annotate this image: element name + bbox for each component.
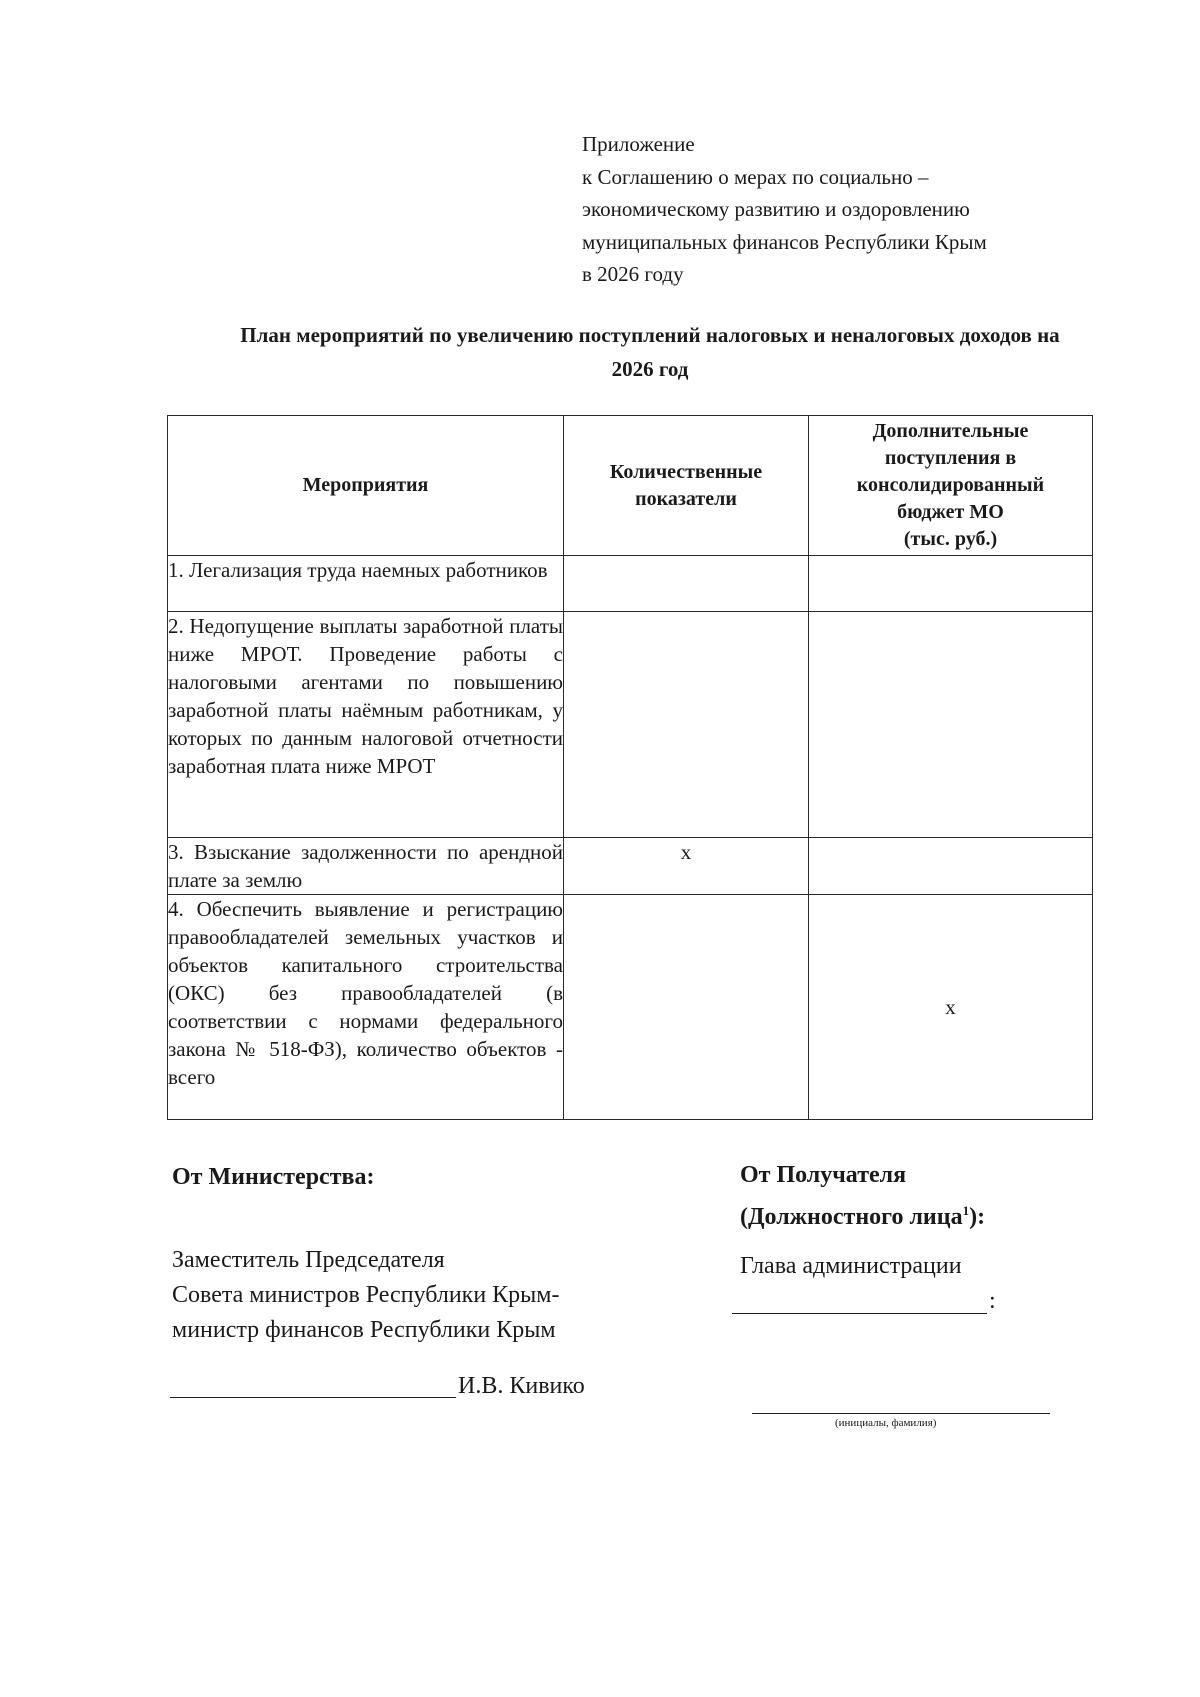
table-row — [168, 838, 1093, 895]
ministry-signer-name: И.В. Кивико — [458, 1373, 585, 1399]
header-additional-line: (тыс. руб.) — [903, 528, 998, 550]
measures-table — [167, 415, 1093, 1120]
recipient-position: Глава администрации — [740, 1253, 962, 1279]
header-measures: Мероприятия — [168, 416, 564, 556]
recipient-heading-line: От Получателя — [740, 1162, 907, 1188]
ministry-position-block — [172, 1243, 559, 1348]
recipient-heading-end: ): — [969, 1204, 986, 1230]
footnote-marker: 1 — [962, 1203, 970, 1218]
header-additional-line: Дополнительные — [872, 420, 1029, 442]
title-line: План мероприятий по увеличению поступлений налоговых и неналоговых доходов на — [240, 323, 1060, 347]
header-quantitative-text: Количественные показатели — [609, 460, 763, 510]
header-additional-line: бюджет МО — [897, 501, 1004, 523]
appendix-line: муниципальных финансов Республики Крым — [582, 229, 987, 254]
measure-cell: 4. Обеспечить выявление и регистрацию правообладателей земельных участков и объектов капитального строительства (ОКС) без правообладателей (в соответствии с нормами федерального закона № 518-ФЗ), количество объектов - всего — [168, 895, 564, 1120]
appendix-line: Приложение — [582, 132, 695, 156]
table-row — [168, 612, 1093, 838]
table-row — [168, 556, 1093, 612]
additional-cell — [809, 556, 1093, 612]
header-additional-line: поступления в — [884, 447, 1017, 469]
recipient-signature-line — [752, 1413, 1050, 1414]
measure-cell: 1. Легализация труда наемных работников — [168, 556, 564, 612]
measure-cell: 3. Взыскание задолженности по арендной плате за землю — [168, 838, 564, 895]
document-title — [150, 318, 1150, 386]
quantitative-cell — [564, 895, 809, 1120]
ministry-position-line: Совета министров Республики Крым- — [172, 1282, 560, 1308]
table-header-row — [168, 416, 1093, 556]
recipient-signature-caption: (инициалы, фамилия) — [835, 1417, 937, 1429]
header-additional — [809, 416, 1093, 556]
header-additional-line: консолидированный — [856, 474, 1045, 496]
recipient-name-line — [732, 1313, 987, 1314]
recipient-colon: : — [989, 1288, 996, 1314]
quantitative-cell: x — [564, 838, 809, 895]
header-quantitative — [564, 416, 809, 556]
table-row — [168, 895, 1093, 1120]
appendix-block — [582, 128, 987, 291]
ministry-position-line: министр финансов Республики Крым — [172, 1317, 556, 1343]
appendix-line: в 2026 году — [582, 262, 684, 286]
appendix-line: к Соглашению о мерах по социально – — [582, 164, 929, 189]
measure-cell: 2. Недопущение выплаты заработной платы ниже МРОТ. Проведение работы с налоговыми агентами по повышению заработной платы наёмным работникам, у которых по данным налоговой отчетности заработная плата ниже МРОТ — [168, 612, 564, 838]
recipient-heading-text: (Должностного лица — [740, 1204, 963, 1230]
appendix-line: экономическому развитию и оздоровлению — [582, 197, 970, 221]
additional-cell — [809, 612, 1093, 838]
recipient-heading — [740, 1158, 985, 1235]
quantitative-cell — [564, 556, 809, 612]
quantitative-cell — [564, 612, 809, 838]
title-line: 2026 год — [611, 357, 689, 381]
recipient-heading-line2 — [740, 1193, 985, 1235]
additional-cell: x — [809, 895, 1093, 1120]
ministry-position-line: Заместитель Председателя — [172, 1247, 445, 1273]
ministry-signature-line — [170, 1397, 456, 1398]
ministry-heading: От Министерства: — [172, 1164, 375, 1190]
additional-cell — [809, 838, 1093, 895]
